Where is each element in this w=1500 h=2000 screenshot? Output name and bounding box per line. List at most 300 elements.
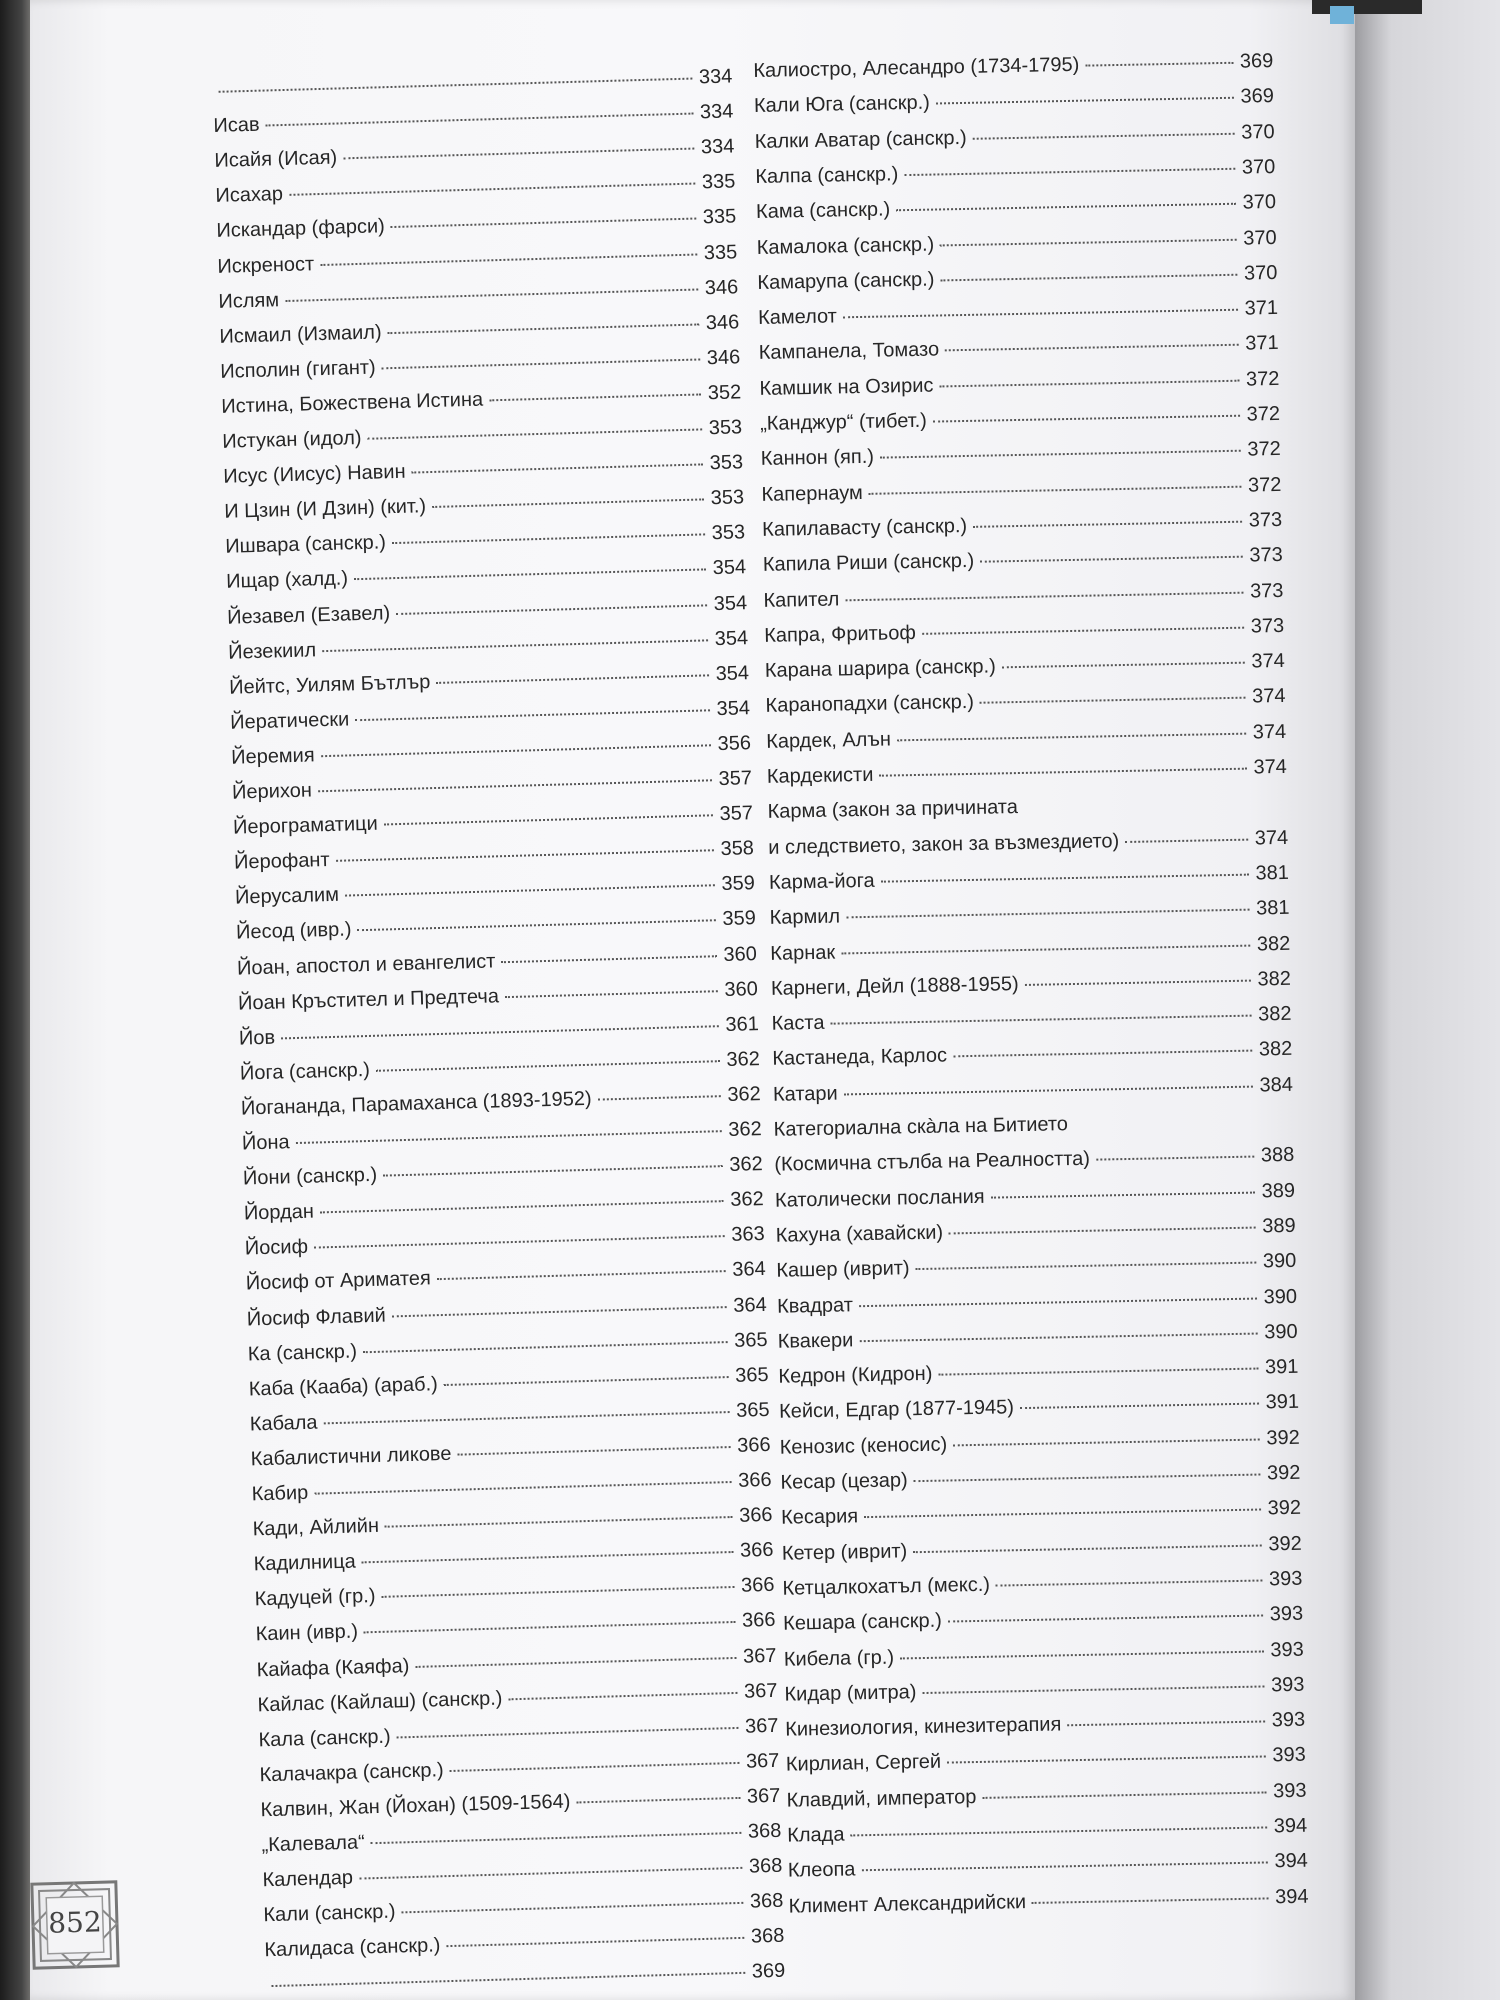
leader-dots <box>980 697 1246 704</box>
index-entry <box>230 697 750 735</box>
index-column-right <box>752 0 1310 2000</box>
leader-dots <box>402 1902 744 1914</box>
index-page-number: 388 <box>1260 1144 1295 1167</box>
index-page-number: 392 <box>1266 1461 1301 1485</box>
index-page-number: 374 <box>1251 649 1285 673</box>
index-page-number: 369 <box>1239 50 1274 73</box>
leader-dots <box>938 1368 1258 1376</box>
index-term: Кайлас (Кайлаш) (санскр.) <box>257 1687 503 1716</box>
index-term: Кадуцей (гр.) <box>254 1585 376 1611</box>
index-entry <box>248 1329 768 1367</box>
index-term: Йеремия <box>230 744 315 769</box>
index-entry <box>223 451 743 489</box>
index-page-number: 363 <box>731 1223 765 1247</box>
index-page-number: 393 <box>1270 1673 1305 1697</box>
leader-dots <box>913 1544 1262 1553</box>
leader-dots <box>914 1474 1261 1483</box>
index-page-number: 367 <box>746 1784 781 1808</box>
index-entry <box>218 276 738 314</box>
index-page-number: 353 <box>709 451 744 475</box>
index-entry <box>784 1674 1304 1707</box>
index-page-number: 356 <box>717 732 752 756</box>
index-term: Йерограматици <box>232 812 379 839</box>
index-entry <box>773 1074 1293 1107</box>
index-term: Камарупа (санскр.) <box>757 268 935 294</box>
leader-dots <box>392 534 705 545</box>
leader-dots <box>982 1791 1266 1798</box>
index-entry <box>765 685 1285 718</box>
leader-dots <box>266 113 694 127</box>
index-page-number: 368 <box>749 1889 784 1913</box>
index-term: Кахуна (хавайски) <box>775 1221 944 1247</box>
index-entry <box>788 1885 1308 1918</box>
index-term: Йов <box>238 1026 276 1050</box>
index-term: Исахар <box>215 183 284 208</box>
leader-dots <box>1002 662 1245 669</box>
index-entry <box>231 732 751 770</box>
index-term: Йератически <box>229 708 350 734</box>
index-term: Калпа (санскр.) <box>755 163 899 188</box>
index-entry <box>263 1890 783 1928</box>
index-page-number: 366 <box>740 1574 775 1598</box>
index-term: Исмаил (Измаил) <box>219 321 382 348</box>
leader-dots <box>916 1262 1257 1271</box>
index-page-number: 362 <box>726 1047 761 1071</box>
index-entry <box>782 1568 1302 1601</box>
index-entry <box>772 1038 1292 1071</box>
leader-dots <box>285 288 698 302</box>
leader-dots <box>281 1025 719 1039</box>
leader-dots <box>289 183 695 196</box>
index-entry <box>213 101 733 139</box>
leader-dots <box>219 78 693 93</box>
index-page-number: 394 <box>1274 1849 1309 1873</box>
index-page-number: 357 <box>718 767 753 791</box>
leader-dots <box>364 1621 736 1633</box>
leader-dots <box>1085 62 1233 67</box>
index-entry <box>784 1638 1304 1671</box>
index-page-number: 372 <box>1247 473 1282 497</box>
leader-dots <box>322 639 708 652</box>
index-entry <box>778 1356 1298 1389</box>
index-page-number: 334 <box>699 100 734 124</box>
leader-dots <box>922 626 1244 634</box>
index-term: Йезекиил <box>227 638 317 664</box>
index-term: Йесод (ивр.) <box>235 918 352 945</box>
index-term: Исполин (гигант) <box>220 356 376 383</box>
leader-dots <box>436 674 709 684</box>
index-entry <box>776 1215 1296 1248</box>
leader-dots <box>371 1832 742 1844</box>
index-entry <box>769 897 1289 930</box>
index-entry <box>235 872 755 910</box>
index-page-number: 366 <box>738 1503 773 1527</box>
index-term: Йерусалим <box>234 884 340 909</box>
index-page-number: 366 <box>737 1468 772 1492</box>
index-page-number: 370 <box>1243 261 1278 285</box>
leader-dots <box>869 485 1242 494</box>
index-page-number: 335 <box>702 205 737 229</box>
leader-dots <box>376 1060 720 1072</box>
index-entry <box>771 968 1291 1001</box>
leader-dots <box>446 1937 744 1947</box>
index-page-number: 374 <box>1254 826 1289 850</box>
index-column-left <box>210 0 786 1999</box>
index-page-number: 393 <box>1272 1779 1307 1803</box>
index-page-number: 365 <box>735 1398 770 1422</box>
index-entry <box>779 1391 1299 1424</box>
index-term: Категориална скàла на Битието <box>773 1113 1069 1141</box>
index-page-number: 372 <box>1245 367 1280 391</box>
leader-dots <box>384 814 713 825</box>
index-term: Йога (санскр.) <box>239 1058 371 1085</box>
index-term: Карнеги, Дейл (1888-1955) <box>770 972 1019 1000</box>
index-page-number: 394 <box>1273 1814 1308 1838</box>
leader-dots <box>505 990 718 998</box>
index-page-number: 354 <box>716 697 751 720</box>
index-entry <box>753 50 1273 83</box>
index-page-number: 354 <box>714 626 749 650</box>
index-entry <box>760 403 1280 436</box>
leader-dots <box>320 1200 724 1213</box>
index-term: Капител <box>763 587 840 612</box>
index-term: Йоан, апостол и евангелист <box>236 949 496 980</box>
index-entry <box>244 1188 764 1226</box>
background-object-blue <box>1330 6 1354 24</box>
index-entry <box>222 416 742 454</box>
index-term: Йерофант <box>233 849 330 874</box>
index-entry <box>224 486 744 524</box>
index-term: Каранопадхи (санскр.) <box>765 691 975 718</box>
index-page-number: 362 <box>728 1118 763 1141</box>
index-term: и следствието, закон за възмездието) <box>768 829 1120 859</box>
leader-dots <box>363 1341 728 1353</box>
index-entry <box>759 332 1279 365</box>
index-entry <box>775 1179 1295 1212</box>
index-term: Йогананда, Парамаханса (1893-1952) <box>240 1087 592 1120</box>
leader-dots <box>980 556 1243 563</box>
index-term: Каба (Кааба) (араб.) <box>248 1372 439 1401</box>
index-page-number: 365 <box>734 1363 769 1387</box>
index-entry <box>780 1426 1300 1459</box>
index-page-number: 372 <box>1247 438 1281 461</box>
index-entry <box>243 1153 763 1191</box>
index-term: Кардекисти <box>766 763 874 788</box>
index-page-number: 392 <box>1267 1497 1302 1520</box>
index-term: Кенозис (кеносис) <box>779 1433 948 1459</box>
index-term: Калидаса (санскр.) <box>264 1934 441 1962</box>
leader-dots <box>362 1551 734 1563</box>
index-page-number: 335 <box>701 170 736 194</box>
index-page-number: 353 <box>711 521 746 545</box>
index-page-number: 384 <box>1259 1073 1294 1097</box>
index-entry <box>778 1321 1298 1354</box>
index-page-number: 367 <box>744 1714 779 1738</box>
leader-dots <box>953 1438 1260 1446</box>
leader-dots <box>845 591 1243 601</box>
index-term: Ишвара (санскр.) <box>224 531 387 559</box>
leader-dots <box>940 274 1237 282</box>
index-entry <box>232 767 752 805</box>
index-term: Карнак <box>770 941 836 965</box>
index-page-number: 389 <box>1261 1179 1296 1203</box>
leader-dots <box>859 1297 1257 1307</box>
index-entry <box>785 1709 1305 1742</box>
index-entry <box>755 156 1275 189</box>
leader-dots <box>318 779 712 792</box>
index-entry <box>248 1364 768 1402</box>
index-term: Кирлиан, Сергей <box>785 1751 942 1777</box>
leader-dots <box>396 604 707 615</box>
leader-dots <box>354 569 706 581</box>
leader-dots <box>936 97 1234 105</box>
leader-dots <box>843 309 1238 319</box>
index-entry <box>254 1574 774 1612</box>
index-term: Катари <box>772 1082 838 1106</box>
index-term: И Цзин (И Дзин) (кит.) <box>223 495 427 523</box>
leader-dots <box>450 1762 740 1772</box>
index-term: Кайафа (Каяфа) <box>256 1654 410 1681</box>
leader-dots <box>896 203 1236 212</box>
index-term: Кадилница <box>253 1550 357 1576</box>
leader-dots <box>897 732 1246 741</box>
index-entry <box>757 262 1277 295</box>
index-term: Йосиф от Ариматея <box>245 1267 432 1295</box>
index-page-number: 373 <box>1250 614 1285 638</box>
index-term: Камшик на Озирис <box>759 374 934 400</box>
index-page-number: 359 <box>721 872 756 896</box>
index-entry <box>256 1644 776 1682</box>
index-entry <box>261 1820 781 1858</box>
leader-dots <box>861 1862 1267 1872</box>
index-term: Калиостро, Алесандро (1734-1795) <box>753 53 1080 82</box>
leader-dots <box>1020 1403 1259 1410</box>
index-term: Исав <box>213 113 260 138</box>
index-term: „Калевала“ <box>261 1831 366 1857</box>
index-term: Кешара (санскр.) <box>782 1609 943 1635</box>
index-entry <box>246 1258 766 1296</box>
leader-dots <box>412 464 704 474</box>
index-term: Йони (санскр.) <box>242 1163 378 1190</box>
index-page-number: 368 <box>748 1854 783 1878</box>
leader-dots <box>881 874 1249 883</box>
leader-dots <box>501 955 717 963</box>
index-entry <box>777 1285 1297 1318</box>
index-page-number: 392 <box>1268 1532 1302 1555</box>
index-entry <box>769 862 1289 895</box>
index-page-number: 394 <box>1274 1885 1309 1908</box>
index-term: Кади, Айлийн <box>252 1514 380 1541</box>
leader-dots <box>392 1306 727 1317</box>
leader-dots <box>444 1376 729 1386</box>
index-term: Йерихон <box>231 779 313 804</box>
index-entry <box>255 1609 775 1647</box>
leader-dots <box>846 909 1249 919</box>
index-term: Кетер (иврит) <box>781 1539 908 1565</box>
index-entry <box>787 1815 1307 1848</box>
index-page-number: 373 <box>1249 579 1284 603</box>
leader-dots <box>991 1191 1255 1198</box>
index-entry <box>781 1497 1301 1530</box>
leader-dots <box>397 1727 739 1739</box>
index-term: Йосиф <box>244 1236 309 1260</box>
index-term: Калвин, Жан (Йохан) (1509-1564) <box>260 1790 571 1822</box>
index-term: Йосиф Флавий <box>246 1304 387 1330</box>
index-term: Клавдий, император <box>786 1785 977 1812</box>
index-page-number: 381 <box>1255 897 1290 920</box>
index-entry <box>234 837 754 875</box>
index-entry <box>759 368 1279 401</box>
index-page-number: 354 <box>715 661 750 685</box>
index-term: Ислям <box>218 288 280 313</box>
leader-dots <box>879 768 1246 777</box>
index-page-number: 393 <box>1272 1744 1307 1767</box>
leader-dots <box>933 415 1240 423</box>
index-page-number: 354 <box>713 591 748 615</box>
index-entry <box>754 85 1274 118</box>
index-page-number: 362 <box>727 1082 762 1106</box>
index-term: Каин (ивр.) <box>255 1620 359 1646</box>
leader-dots <box>367 428 702 439</box>
index-entry <box>247 1293 767 1331</box>
index-term: Кибела (гр.) <box>783 1646 895 1671</box>
index-entry <box>763 579 1283 612</box>
leader-dots <box>381 1586 734 1598</box>
leader-dots <box>489 393 701 401</box>
index-page-number: 390 <box>1263 1285 1298 1308</box>
index-page-number: 361 <box>725 1012 760 1036</box>
index-term: Искандар (фарси) <box>216 215 386 243</box>
index-entry <box>758 297 1278 330</box>
leader-dots <box>953 1050 1252 1058</box>
leader-dots <box>1096 1156 1254 1161</box>
index-page-number: 366 <box>736 1433 771 1457</box>
index-page-number: 357 <box>719 802 754 826</box>
index-entry <box>767 791 1287 824</box>
leader-dots <box>850 1826 1267 1836</box>
index-term: Капилавасту (санскр.) <box>761 514 968 541</box>
index-page-number: 362 <box>729 1153 764 1177</box>
index-entry <box>249 1399 769 1437</box>
index-entry <box>780 1462 1300 1495</box>
leader-dots <box>336 849 714 862</box>
index-term: Карма (закон за причината <box>767 796 1019 824</box>
index-term: Каста <box>771 1011 825 1035</box>
index-page-number: 367 <box>745 1749 780 1773</box>
index-entry <box>228 627 748 665</box>
index-entry <box>216 206 736 244</box>
leader-dots <box>1025 979 1251 985</box>
index-entry <box>776 1250 1296 1283</box>
index-term: Кидар (митра) <box>784 1680 917 1706</box>
index-page-number: 367 <box>743 1679 778 1703</box>
index-page-number: 393 <box>1268 1567 1303 1591</box>
index-page-number: 370 <box>1242 191 1277 214</box>
index-term: Капра, Фритьоф <box>763 621 917 647</box>
index-term: Кесария <box>780 1505 859 1530</box>
index-page-number: 353 <box>708 416 743 440</box>
index-page-number: 390 <box>1262 1249 1297 1273</box>
leader-dots <box>385 1516 733 1528</box>
leader-dots <box>432 499 704 509</box>
leader-dots <box>939 379 1239 387</box>
index-entry <box>212 65 732 103</box>
index-entry <box>763 544 1283 577</box>
index-term: Кейси, Едгар (1877-1945) <box>778 1396 1015 1424</box>
index-term: Кашер (иврит) <box>776 1257 910 1282</box>
index-term: Истукан (идол) <box>222 426 362 453</box>
index-entry <box>756 191 1276 224</box>
index-entry <box>245 1223 765 1261</box>
index-page-number: 360 <box>723 942 758 966</box>
index-term: Камелот <box>757 305 838 330</box>
index-page-number: 390 <box>1264 1320 1298 1344</box>
index-term: Кедрон (Кидрон) <box>778 1362 933 1388</box>
leader-dots <box>321 744 711 757</box>
index-term: Квакери <box>777 1329 854 1353</box>
index-entry <box>238 978 758 1016</box>
index-entry <box>229 662 749 700</box>
leader-dots <box>271 1972 745 1987</box>
leader-dots <box>355 709 710 721</box>
index-entry <box>766 721 1286 754</box>
index-term: Калки Аватар (санскр.) <box>754 126 967 153</box>
index-term: Кали Юга (санскр.) <box>753 91 931 118</box>
index-entry <box>761 474 1281 507</box>
index-entry <box>226 557 746 595</box>
leader-dots <box>415 1656 736 1667</box>
index-term: Капернаум <box>761 481 864 506</box>
index-page-number: 360 <box>724 977 759 1001</box>
index-entry <box>252 1504 772 1542</box>
index-page-number: 373 <box>1248 508 1283 532</box>
index-page-number: 364 <box>731 1258 766 1282</box>
index-entry <box>215 171 735 209</box>
index-entry <box>765 650 1285 683</box>
index-term: Кама (санскр.) <box>755 198 891 224</box>
index-page-number: 374 <box>1253 755 1288 779</box>
index-term: Карма-йога <box>768 869 875 894</box>
index-term: Климент Александрийски <box>788 1890 1027 1918</box>
index-term: Католически послания <box>774 1185 985 1212</box>
index-page-number: 391 <box>1265 1391 1300 1414</box>
index-term: Кабалистични ликове <box>250 1442 452 1471</box>
leader-dots <box>359 1867 742 1880</box>
index-term: Клада <box>787 1823 845 1847</box>
index-term: Кала (санскр.) <box>258 1725 391 1752</box>
index-term: Квадрат <box>776 1293 854 1318</box>
index-term: Йейтс, Уилям Бътлър <box>228 670 431 699</box>
index-term: Ищар (халд.) <box>225 567 349 594</box>
index-page-number: 372 <box>1246 402 1281 426</box>
index-page-number: 334 <box>700 135 735 159</box>
index-term: Исайя (Исая) <box>214 146 338 173</box>
index-page-number: 371 <box>1244 297 1279 320</box>
index-page-number: 346 <box>706 346 741 370</box>
index-term: Клеопа <box>787 1858 856 1882</box>
index-term: Кетцалкохатъл (мекс.) <box>782 1573 991 1600</box>
index-page-number: 366 <box>739 1539 774 1562</box>
leader-dots <box>383 1165 723 1176</box>
leader-dots <box>314 1481 731 1495</box>
index-entry <box>774 1144 1294 1177</box>
index-page-number: 370 <box>1243 226 1277 250</box>
index-entry <box>257 1679 777 1717</box>
index-entry <box>757 226 1277 259</box>
index-page-number: 392 <box>1266 1426 1300 1450</box>
index-term: Йезавел (Езавел) <box>226 601 391 629</box>
leader-dots <box>948 1615 1263 1623</box>
